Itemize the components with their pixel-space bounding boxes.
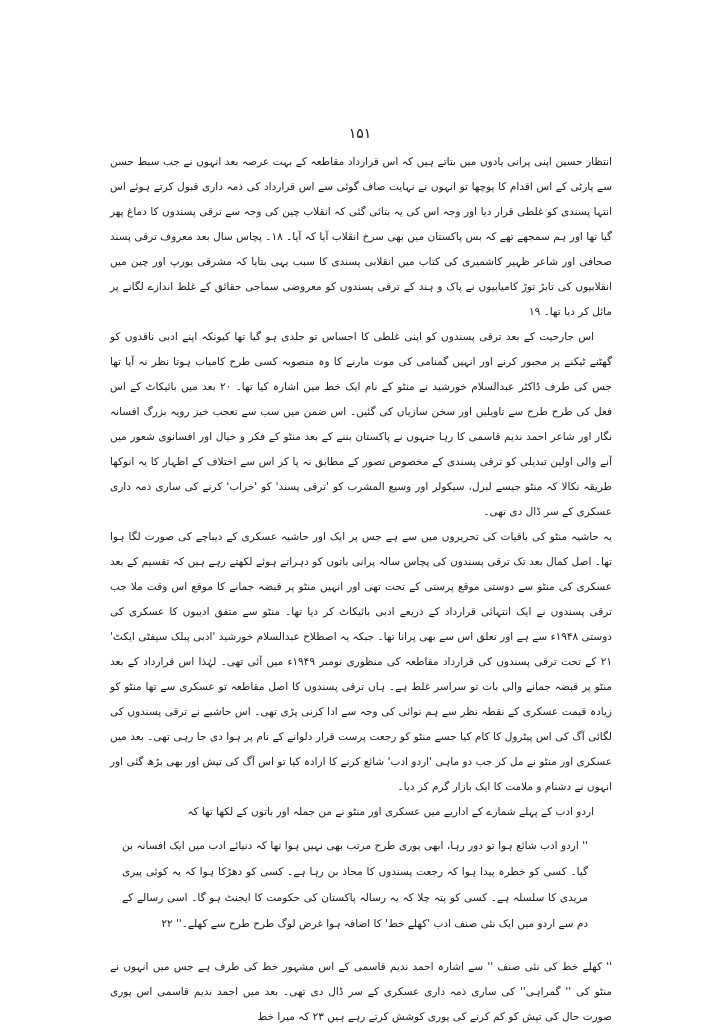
- paragraph-1: انتظار حسین اپنی پرانی یادوں میں بتاتے ہیں کہ اس قرارداد مقاطعہ کے بہت عرصہ بعد انہوں نے جب سبط حسن سے پارٹی کے اس اقدام کا پوچھا تو انہوں نے نہایت صاف گوئی سے اس قرارداد کی ذمہ داری قبول کرتے ہوئے اس انتہا پسندی کو غلطی قرار دیا اور وجہ اس کی یہ بتائی گئی کہ انقلاب چین کی وجہ سے ترقی پسندوں کا دماغ پھر گیا تھا اور ہم سمجھے تھے کہ بس پاکستان میں بھی سرخ انقلاب آیا کہ آیا۔ ۱۸۔ پچاس سال بعد معروف ترقی پسند صحافی اور شاعر ظہیر کاشمیری کی کتاب میں انقلابی پسندی کا سبب یہی بتایا کہ مشرقی یورپ اور چین میں انقلابیوں کی تابڑ توڑ کامیابیوں نے پاک و ہند کے ترقی پسندوں کو معروضی سماجی حقائق کے غلط اندازے لگانے پر مائل کر دیا تھا۔ ۱۹: [110, 156, 613, 318]
- paragraph-2: اس جارحیت کے بعد ترقی پسندوں کو اپنی غلطی کا احساس تو جلدی ہو گیا تھا کیونکہ اپنے ادبی ناقدوں کو گھٹنے ٹیکنے پر مجبور کرنے اور انہیں گمنامی کی موت مارنے کا وہ منصوبہ کسی طرح کامیاب ہوتا نظر نہ آیا تھا جس کی طرف ڈاکٹر عبدالسلام خورشید نے منٹو کے نام ایک خط میں اشارہ کیا تھا۔ ۲۰ بعد میں بائیکاٹ کے اس فعل کی طرح طرح سے تاویلیں اور سخن سازیاں کی گئیں۔ اس ضمن میں سب سے تعجب خیز رویہ بزرگ افسانہ نگار اور شاعر احمد ندیم قاسمی کا رہا جنہوں نے پاکستان بننے کے بعد منٹو کے فکر و خیال اور افسانوی شعور میں آنے والی اولین تبدیلی کو ترقی پسندی کے مخصوص تصور کے مطابق نہ پا کر اس سے اختلاف کے اظہار کا یہ انوکھا طریقہ نکالا کہ منٹو جیسے لبرل، سیکولر اور وسیع المشرب کو 'ترقی پسند' کو 'خراب' کرنے کی ساری ذمہ داری عسکری کے سر ڈال دی تھی۔: [110, 331, 612, 518]
- block-quote: '' اردو ادب شائع ہوا تو دور رہا، ابھی پوری طرح مرتب بھی نہیں ہوا تھا کہ دنیائے ادب میں ایک افسانہ بن گیا۔ کسی کو خطرہ پیدا ہوا کہ رجعت پسندوں کا محاذ بن رہا ہے۔ کسی کو دھڑکا ہوا کہ یہ کوئی پیری مریدی کا سلسلہ ہے۔ کسی کو پتہ چلا کہ یہ رسالہ پاکستان کی حکومت کا ایجنٹ ہو گا۔ اسی رسالے کے دم سے اردو میں ایک نئی صنف ادب 'کھلے خط' کا اضافہ ہوا غرض لوگ طرح طرح سے کھلے۔'' ۲۲: [122, 840, 588, 930]
- body-text: [110, 150, 612, 1030]
- paragraph-3: یہ حاشیہ منٹو کی باقیات کی تحریروں میں سے ہے جس پر ایک اور حاشیہ عسکری کے دیباچے کی صورت لگا ہوا تھا۔ اصل کمال بعد تک ترقی پسندوں کی پچاس سالہ پرانی باتوں کو دہراتے ہوئے لکھتے رہے ہیں کہ تقسیم کے بعد عسکری کی منٹو سے دوستی موقع پرستی کے تحت تھی اور انہیں منٹو پر قبضہ جمانے کا موقع اس وقت ملا جب ترقی پسندوں نے ایک انتہائی قرارداد کے ذریعے ادبی بائیکاٹ کر دیا تھا۔ منٹو سے متفق ادیبوں کا عسکری کی دوستی ۱۹۴۸ء سے ہے اور تعلق اس سے بھی پرانا تھا۔ جبکہ یہ اصطلاح عبدالسلام خورشید 'ادبی پبلک سیفٹی ایکٹ' ۲۱ کے تحت ترقی پسندوں کی قرارداد مقاطعہ کی منظوری نومبر ۱۹۴۹ء میں آئی تھی۔ لہٰذا اس قرارداد کے بعد منٹو پر قبضہ جمانے والی بات تو سراسر غلط ہے۔ ہاں ترقی پسندوں کا اصل مقاطعہ تو عسکری سے تھا منٹو کو زیادہ قیمت عسکری کے نقطہ نظر سے ہم نوائی کی وجہ سے ادا کرنی پڑی تھی۔ اس حاشیے نے ترقی پسندوں کی لگائی آگ کی اس پیٹرول کا کام کیا جسے منٹو کو رجعت پرست قرار دلوانے کے نام پر ہوا دی جا رہی تھی۔ بعد میں عسکری اور منٹو نے مل کر جب دو ماہی 'اردو ادب' شائع کرنے کا ارادہ کیا تو اس آگ کی تپش اور بھی بڑھ گئی اور انہوں نے دشنام و ملامت کا ایک بازار گرم کر دیا۔: [110, 531, 612, 793]
- closing-paragraph: '' کھلے خط کی نئی صنف '' سے اشارہ احمد ندیم قاسمی کے اس مشہور خط کی طرف ہے جس میں انہوں نے منٹو کی '' گمراہی'' کی ساری ذمہ داری عسکری کے سر ڈال دی تھی۔ بعد میں احمد ندیم قاسمی اس پوری صورت حال کی تپش کو کم کرنے کی پوری کوشش کرتے رہے ہیں ۲۳ کہ میرا خط: [110, 961, 612, 1023]
- paragraph-4: اردو ادب کے پہلے شمارے کے اداریے میں عسکری اور منٹو نے من جملہ اور باتوں کے لکھا تھا کہ: [187, 806, 594, 818]
- page-number: ۱۵۱: [348, 126, 372, 142]
